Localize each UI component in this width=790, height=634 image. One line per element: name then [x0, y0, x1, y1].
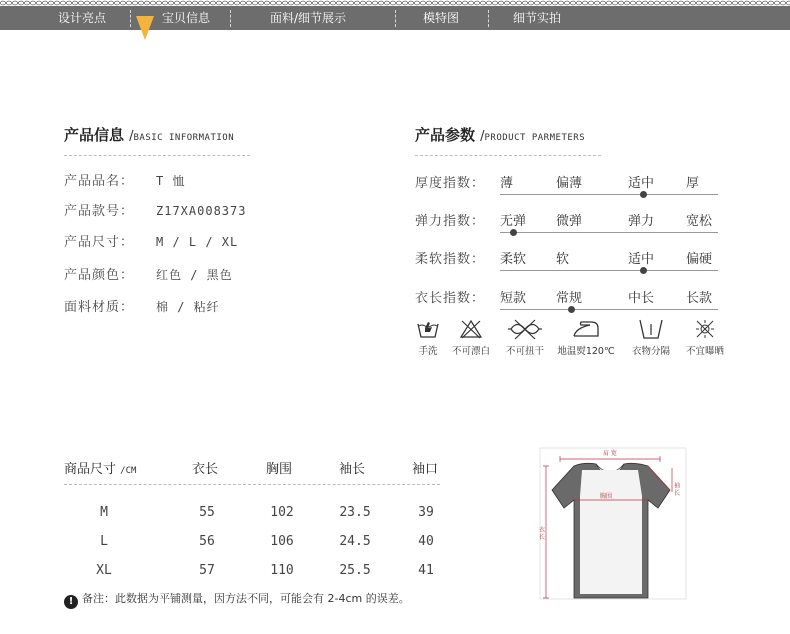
top-nav — [0, 0, 790, 36]
size-col-chest: 胸围 — [266, 462, 293, 477]
param-option: 微弹 — [556, 214, 583, 229]
param-option: 宽松 — [686, 214, 713, 229]
info-value: M / L / XL — [156, 235, 239, 249]
note-text: 备注：此数据为平铺测量，因方法不同，可能会有 2-4cm 的误差。 — [82, 592, 410, 605]
size-cell: 25.5 — [339, 563, 371, 578]
info-row-material — [64, 296, 220, 315]
nav-tab-detail-photos[interactable]: 细节实拍 — [513, 11, 562, 25]
info-value: 红色 / 黑色 — [156, 268, 233, 282]
param-option: 常规 — [556, 291, 583, 306]
care-label: 衣物分隔 — [631, 346, 670, 357]
info-value: Z17XA008373 — [156, 204, 247, 218]
info-row-color — [64, 264, 233, 283]
param-scale-line — [500, 309, 718, 310]
param-option: 无弹 — [500, 214, 527, 229]
param-option: 短款 — [500, 291, 527, 306]
info-row-size — [64, 231, 238, 250]
info-label: 面料材质： — [64, 300, 135, 315]
title-slash: / — [480, 129, 485, 144]
size-cell: 57 — [199, 563, 215, 578]
param-scale-line — [500, 232, 718, 233]
care-no-sun — [680, 318, 730, 357]
no-sun-icon — [693, 318, 717, 340]
size-col-length: 衣长 — [192, 462, 219, 477]
care-label: 不可扭干 — [505, 346, 544, 357]
care-label: 地温熨120℃ — [557, 346, 615, 357]
iron-low-icon — [571, 318, 601, 340]
nav-separator — [230, 10, 231, 27]
size-cell: 40 — [418, 534, 434, 549]
hand-wash-icon — [416, 318, 440, 340]
param-option: 适中 — [628, 176, 655, 191]
product-params-title-zh: 产品参数 — [415, 126, 476, 144]
care-no-wring — [500, 318, 550, 357]
separate-wash-icon — [637, 318, 665, 340]
param-selected-dot — [510, 229, 517, 236]
info-label: 产品尺寸： — [64, 235, 135, 250]
nav-tab-fabric-detail[interactable]: 面料/细节展示 — [270, 11, 347, 25]
info-value: T 恤 — [156, 174, 186, 188]
param-label: 厚度指数： — [415, 176, 486, 191]
param-selected-dot — [640, 191, 647, 198]
param-option: 中长 — [628, 291, 655, 306]
care-label: 手洗 — [418, 346, 438, 357]
care-separate — [625, 318, 677, 357]
size-table-unit: /CM — [120, 466, 137, 476]
param-label: 弹力指数： — [415, 214, 486, 229]
param-selected-dot — [640, 267, 647, 274]
product-params-title-en: PRODUCT PARMETERS — [484, 133, 586, 143]
info-label: 产品品名： — [64, 174, 135, 189]
param-option: 薄 — [500, 176, 514, 191]
size-table-title — [64, 458, 136, 477]
info-label: 产品颜色： — [64, 268, 135, 283]
size-cell: 56 — [199, 534, 215, 549]
size-cell: 102 — [270, 505, 294, 520]
size-col-sleeve: 袖长 — [339, 462, 366, 477]
diagram-label-sleeve: 袖 长 — [672, 482, 680, 496]
param-scale-line — [500, 270, 718, 271]
size-cell: 110 — [270, 563, 294, 578]
size-label: L — [100, 534, 108, 549]
size-col-cuff: 袖口 — [412, 462, 439, 477]
care-label: 不宜曝晒 — [685, 346, 724, 357]
nav-separator — [488, 10, 489, 27]
care-label: 不可漂白 — [451, 346, 490, 357]
size-cell: 39 — [418, 505, 434, 520]
diagram-label-chest: 胸围 — [600, 493, 613, 500]
size-cell: 106 — [270, 534, 294, 549]
param-option: 柔软 — [500, 252, 527, 267]
diagram-label-shoulder: 肩 宽 — [603, 450, 617, 457]
param-option: 适中 — [628, 252, 655, 267]
divider — [415, 155, 601, 156]
info-value: 棉 / 粘纤 — [156, 300, 220, 314]
nav-separator — [130, 10, 131, 27]
info-row-style-no — [64, 200, 246, 219]
measurement-note — [64, 590, 410, 609]
info-row-name — [64, 170, 185, 189]
param-label: 柔软指数： — [415, 252, 486, 267]
size-cell: 23.5 — [339, 505, 371, 520]
param-option: 厚 — [686, 176, 700, 191]
nav-tab-design[interactable]: 设计亮点 — [58, 11, 107, 25]
product-info-title-en: BASIC INFORMATION — [133, 133, 235, 143]
tshirt-panel — [580, 470, 642, 594]
info-label: 产品款号： — [64, 204, 135, 219]
care-iron-low — [555, 318, 617, 357]
warning-icon: ! — [64, 595, 78, 609]
product-info-title — [64, 124, 234, 145]
nav-tab-model[interactable]: 模特图 — [423, 11, 460, 25]
size-cell: 55 — [199, 505, 215, 520]
param-option: 弹力 — [628, 214, 655, 229]
size-label: M — [100, 505, 108, 520]
no-bleach-icon — [459, 318, 483, 340]
tshirt-measurement-diagram — [538, 446, 688, 601]
title-slash: / — [129, 129, 134, 144]
param-scale-line — [500, 194, 718, 195]
param-option: 长款 — [686, 291, 713, 306]
nav-separator — [395, 10, 396, 27]
param-selected-dot — [568, 306, 575, 313]
no-wring-icon — [507, 318, 543, 340]
param-option: 偏硬 — [686, 252, 713, 267]
param-option: 软 — [556, 252, 570, 267]
divider — [64, 155, 250, 156]
care-hand-wash — [414, 318, 442, 357]
size-table-title-zh: 商品尺寸 — [64, 462, 117, 477]
param-option: 偏薄 — [556, 176, 583, 191]
size-label: XL — [96, 563, 112, 578]
active-tab-indicator — [136, 16, 154, 40]
product-info-title-zh: 产品信息 — [64, 126, 125, 144]
diagram-label-length: 衣 长 — [538, 526, 545, 540]
size-cell: 41 — [418, 563, 434, 578]
care-no-bleach — [446, 318, 496, 357]
size-cell: 24.5 — [339, 534, 371, 549]
product-params-title — [415, 124, 585, 145]
divider — [64, 484, 440, 485]
param-label: 衣长指数： — [415, 291, 486, 306]
nav-tab-product-info[interactable]: 宝贝信息 — [162, 11, 211, 25]
